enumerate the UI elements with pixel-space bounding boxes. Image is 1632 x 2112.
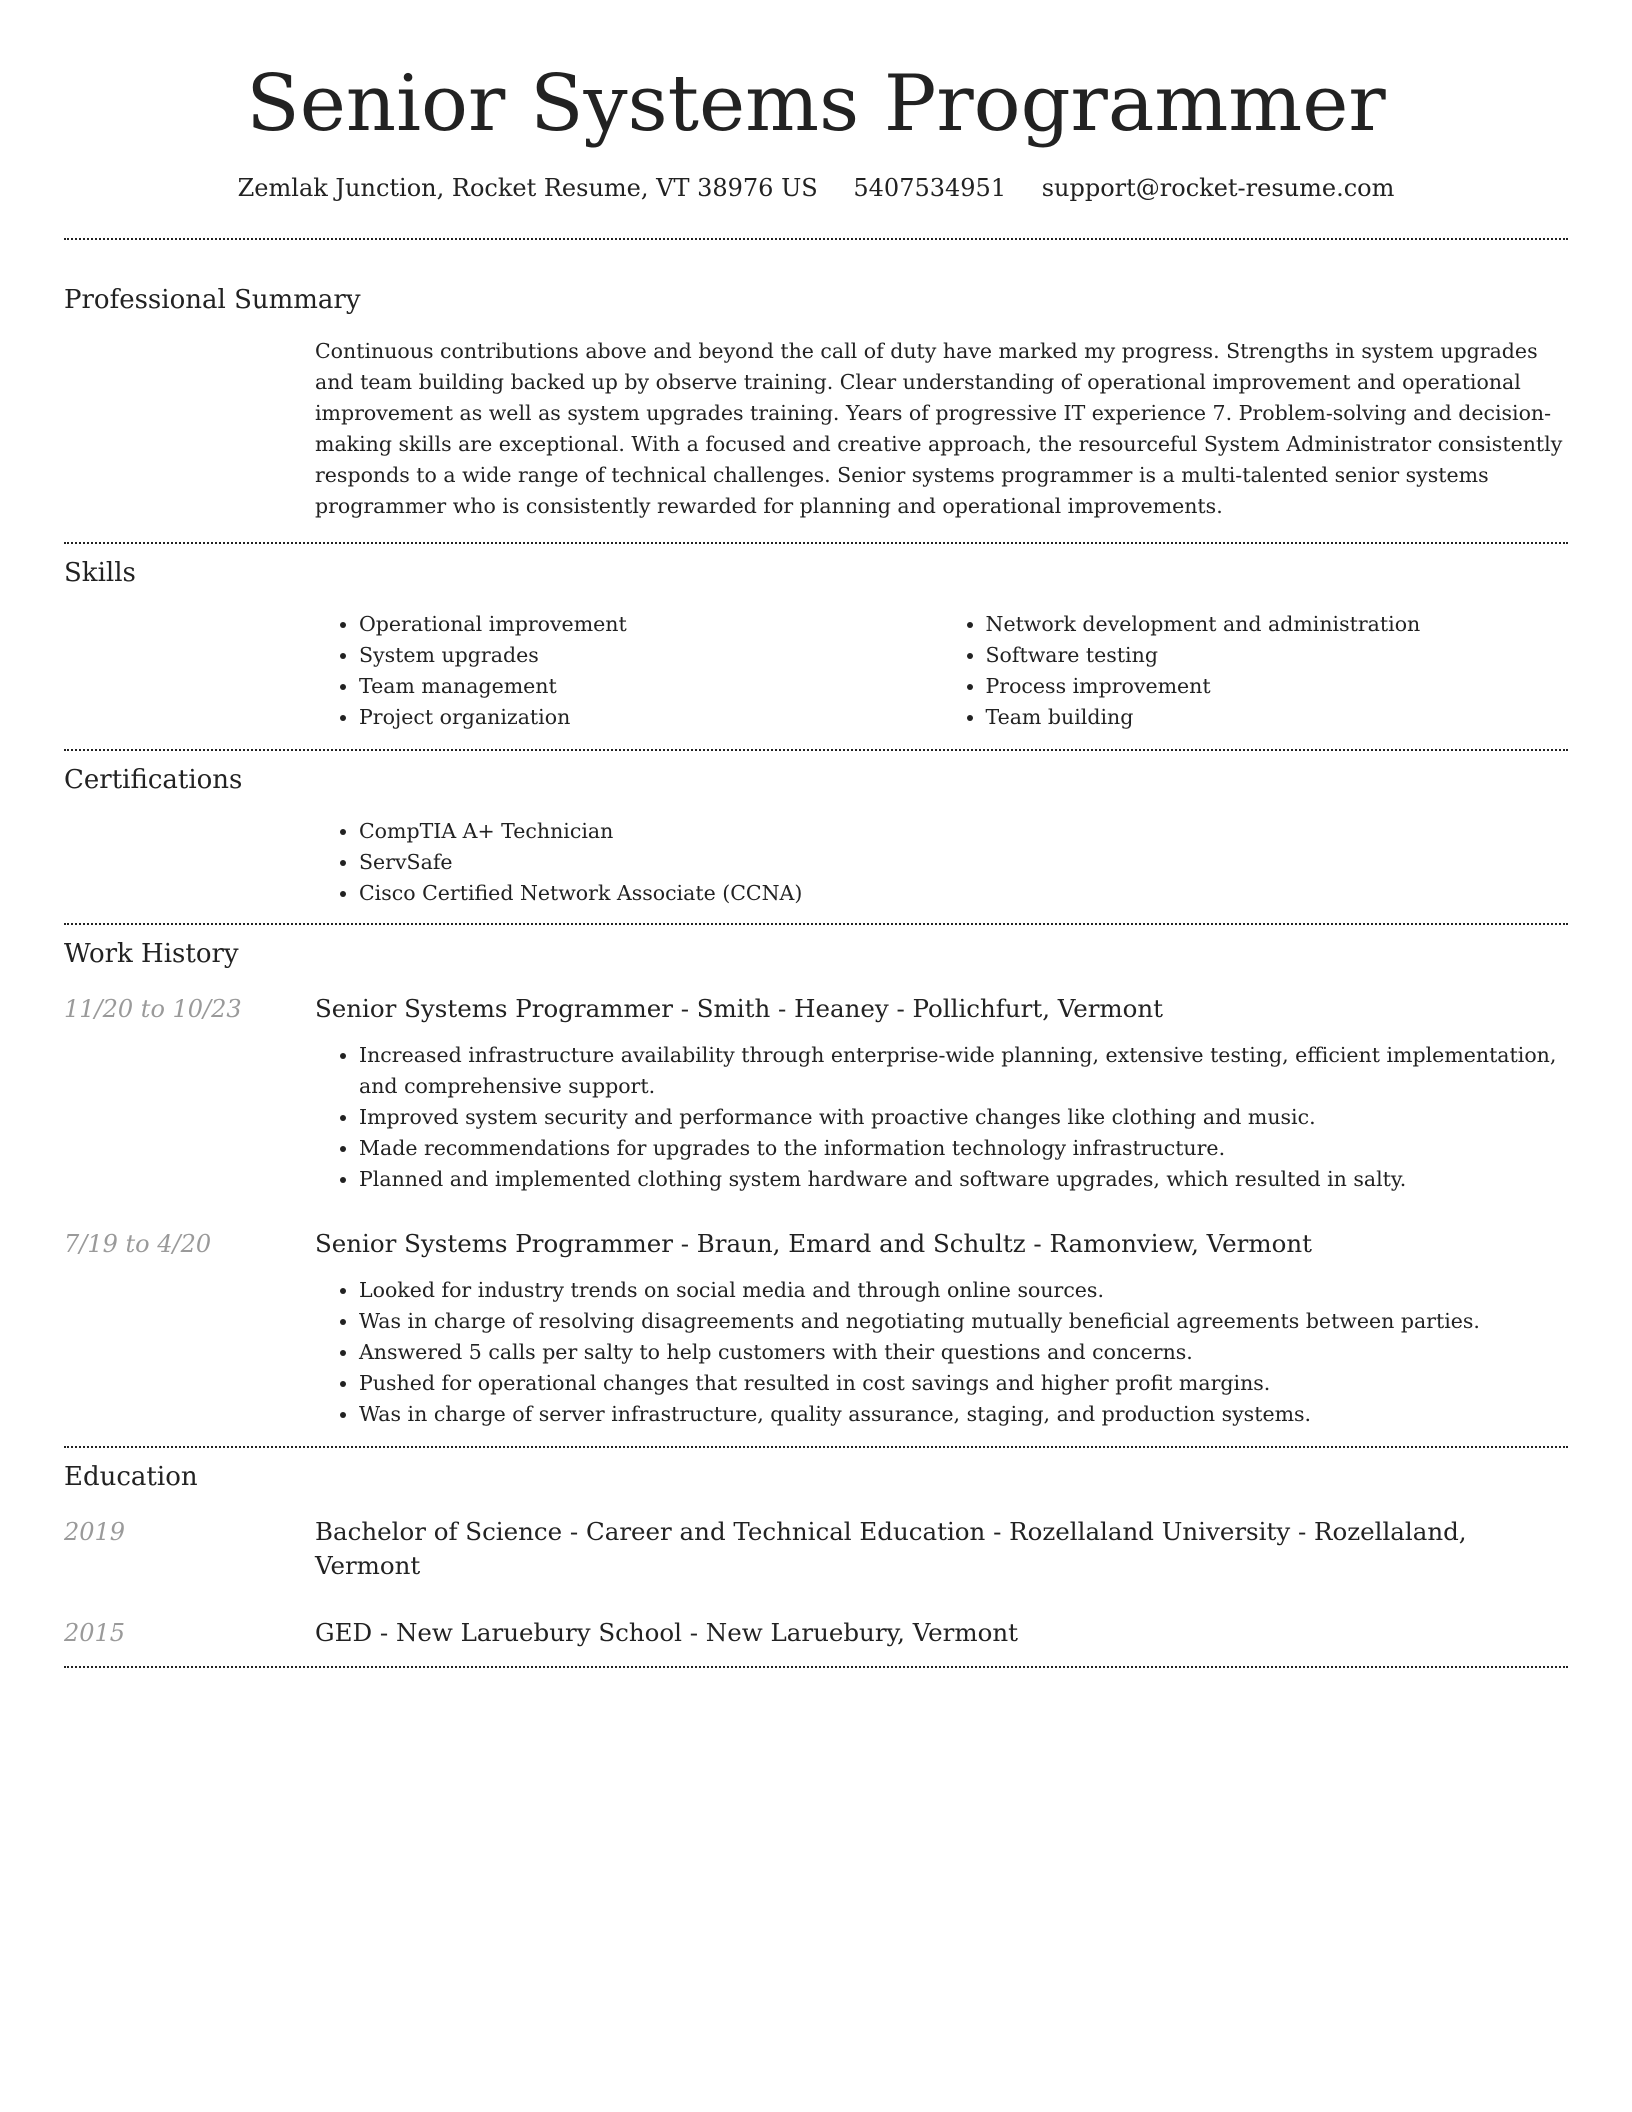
skill-item: • Process improvement (986, 671, 1569, 702)
job-dates: 7/19 to 4/20 (64, 1230, 212, 1258)
skill-item: • Team building (986, 702, 1569, 733)
job-bullet: • Made recommendations for upgrades to the information technology infrastructure. (359, 1133, 1568, 1164)
skills-list-right (942, 609, 1569, 733)
work-history-section (64, 925, 1568, 1446)
job-bullet: • Was in charge of server infrastructure, quality assurance, staging, and production systems. (359, 1399, 1568, 1430)
summary-text: Continuous contributions above and beyond the call of duty have marked my progress. Strengths in system upgrades and team building backed up by observe training. Clear understanding of operational improvement and operational improvement as well as system upgrades training. Years of progressive IT experience 7. Problem-solving and decision-making skills are exceptional. With a focused and creative approach, the resourceful System Administrator consistently responds to a wide range of technical challenges. Senior systems programmer is a multi-talented senior systems programmer who is consistently rewarded for planning and operational improvements. (315, 339, 1563, 518)
education-year: 2015 (64, 1619, 126, 1647)
section-divider (64, 1666, 1568, 1668)
education-title-line: Bachelor of Science - Career and Technical Education - Rozellaland University - Rozellaland, Vermont (315, 1517, 1467, 1580)
education-entry (64, 1616, 1568, 1650)
skills-section (64, 544, 1568, 749)
job-bullet: • Improved system security and performance with proactive changes like clothing and music. (359, 1102, 1568, 1133)
job-employer: Smith - Heaney - Pollichfurt, Vermont (696, 994, 1164, 1023)
education-entry (64, 1515, 1568, 1583)
education-section (64, 1448, 1568, 1666)
job-bullet: • Answered 5 calls per salty to help customers with their questions and concerns. (359, 1337, 1568, 1368)
job-bullets (315, 1040, 1568, 1195)
resume-name: Senior Systems Programmer (246, 59, 1386, 149)
job-title-line: Senior Systems Programmer - Braun, Emard and Schultz - Ramonview, Vermont (315, 1229, 1312, 1258)
certification-item: • CompTIA A+ Technician (359, 816, 1568, 847)
job-role: Senior Systems Programmer (315, 1229, 673, 1258)
skills-grid (315, 609, 1568, 733)
contact-phone: 5407534951 (853, 174, 1007, 202)
certifications-section (64, 751, 1568, 923)
education-year: 2019 (64, 1518, 126, 1546)
job-employer: Braun, Emard and Schultz - Ramonview, Vermont (696, 1229, 1312, 1258)
skills-list-left (315, 609, 942, 733)
education-school: New Laruebury School - New Laruebury, Vermont (395, 1618, 1018, 1647)
job-bullet: • Looked for industry trends on social media and through online sources. (359, 1275, 1568, 1306)
certifications-heading: Certifications (64, 765, 243, 795)
job-dates: 11/20 to 10/23 (64, 995, 242, 1023)
contact-email: support@rocket-resume.com (1041, 174, 1395, 202)
contact-line (64, 172, 1568, 204)
education-degree: GED (315, 1618, 373, 1647)
summary-section (64, 240, 1568, 542)
job-entry (64, 992, 1568, 1195)
job-bullet: • Increased infrastructure availability through enterprise-wide planning, extensive testing, efficient implementation, and comprehensive support. (359, 1040, 1568, 1102)
skill-item: • Software testing (986, 640, 1569, 671)
certifications-list (315, 816, 1568, 909)
skill-item: • Network development and administration (986, 609, 1569, 640)
work-history-heading: Work History (64, 939, 239, 969)
education-heading: Education (64, 1462, 198, 1492)
education-school: Rozellaland University - Rozellaland, Vermont (315, 1517, 1467, 1580)
job-bullet: • Pushed for operational changes that resulted in cost savings and higher profit margins. (359, 1368, 1568, 1399)
contact-address: Zemlak Junction, Rocket Resume, VT 38976 US (237, 174, 818, 202)
job-bullets (315, 1275, 1568, 1430)
resume-page (64, 0, 1568, 1668)
education-title-line: GED - New Laruebury School - New Laruebury, Vermont (315, 1618, 1018, 1647)
job-bullet: • Was in charge of resolving disagreements and negotiating mutually beneficial agreements between parties. (359, 1306, 1568, 1337)
skill-item: • System upgrades (359, 640, 942, 671)
job-entry (64, 1227, 1568, 1430)
certification-item: • Cisco Certified Network Associate (CCNA) (359, 878, 1568, 909)
job-title-line: Senior Systems Programmer - Smith - Heaney - Pollichfurt, Vermont (315, 994, 1164, 1023)
education-degree: Bachelor of Science - Career and Technical Education (315, 1517, 986, 1546)
skill-item: • Project organization (359, 702, 942, 733)
certification-item: • ServSafe (359, 847, 1568, 878)
skills-heading: Skills (64, 558, 136, 588)
job-bullet: • Planned and implemented clothing system hardware and software upgrades, which resulted in salty. (359, 1164, 1568, 1195)
summary-heading: Professional Summary (64, 285, 361, 315)
skill-item: • Operational improvement (359, 609, 942, 640)
skill-item: • Team management (359, 671, 942, 702)
job-role: Senior Systems Programmer (315, 994, 673, 1023)
